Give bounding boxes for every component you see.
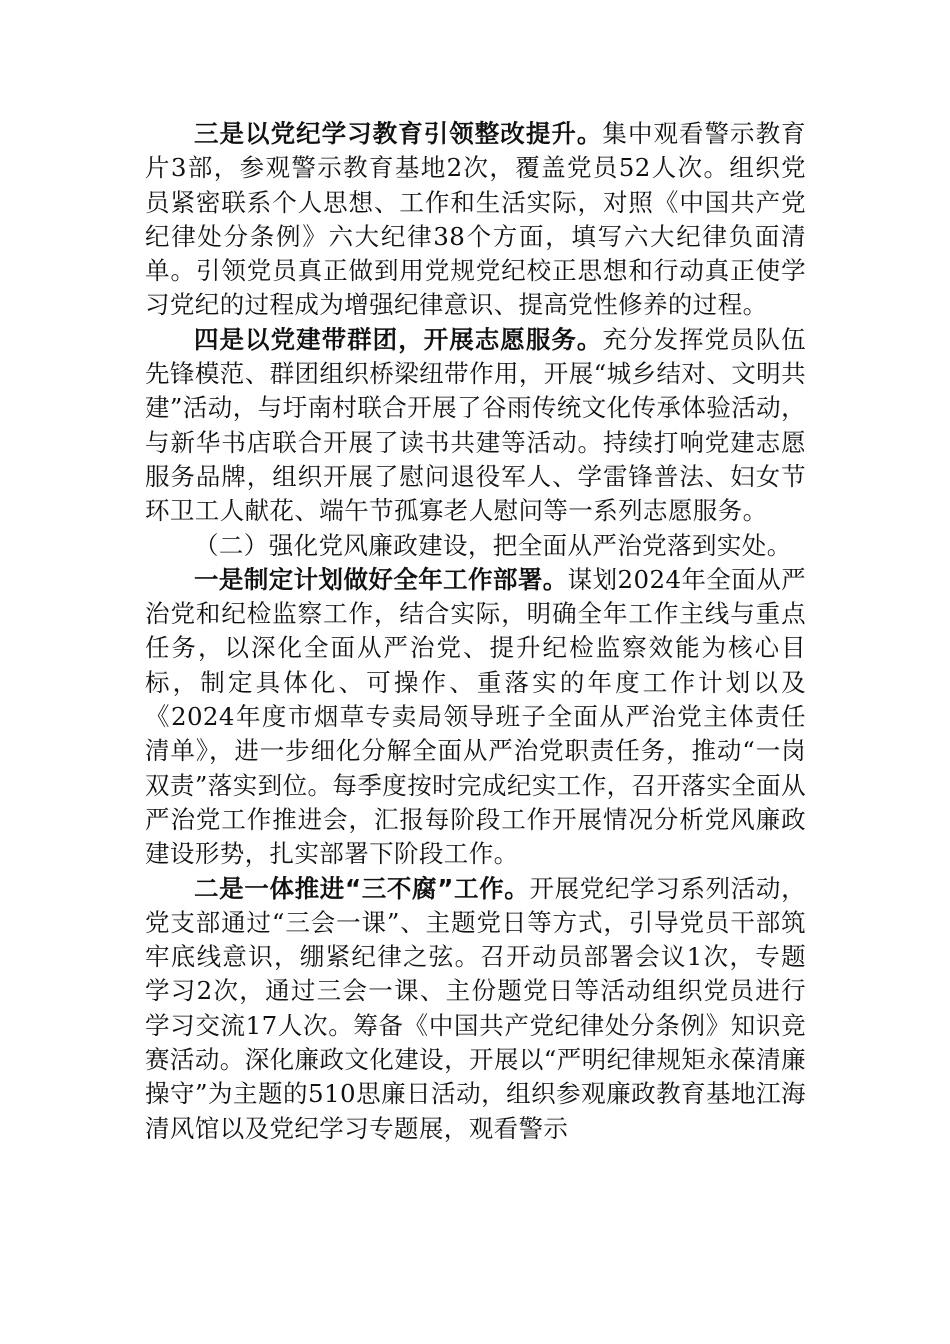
paragraph-lead: 三是以党纪学习教育引领整改提升。 — [194, 119, 603, 148]
section-heading: （二）强化党风廉政建设，把全面从严治党落到实处。 — [194, 530, 792, 560]
paragraph-lead: 四是以党建带群团，开展志愿服务。 — [194, 324, 603, 354]
paragraph-lead: 一是制定计划做好全年工作部署。 — [194, 564, 568, 594]
paragraph-three-no-corruption — [145, 872, 806, 1146]
paragraph-body: 集中观看警示教育片3部，参观警示教育基地2次，覆盖党员52人次。组织党员紧密联系个人思想、工作和生活实际，对照《中国共产党纪律处分条例》六大纪律38个方面，填写六大纪律负面清单。引领党员真正做到用党规党纪校正思想和行动真正使学习党纪的过程成为增强纪律意识、提高党性修养的过程。 — [145, 119, 807, 320]
document-page — [145, 117, 806, 1146]
paragraph-lead: 二是一体推进“三不腐”工作。 — [194, 873, 530, 903]
paragraph-body: 充分发挥党员队伍先锋模范、群团组织桥梁纽带作用，开展“城乡结对、文明共建”活动，与圩南村联合开展了谷雨传统文化传承体验活动，与新华书店联合开展了读书共建等活动。持续打响党建志愿服务品牌，组织开展了慰问退役军人、学雷锋普法、妇女节环卫工人献花、端午节孤寡老人慰问等一系列志愿服务。 — [145, 324, 807, 526]
paragraph-body: 谋划2024年全面从严治党和纪检监察工作，结合实际，明确全年工作主线与重点任务，以深化全面从严治党、提升纪检监察效能为核心目标，制定具体化、可操作、重落实的年度工作计划以及《2024年度市烟草专卖局领导班子全面从严治党主体责任清单》，进一步细化分解全面从严治党职责任务，推动“一岗双责”落实到位。每季度按时完成纪实工作，召开落实全面从严治党工作推进会，汇报每阶段工作开展情况分析党风廉政建设形势，扎实部署下阶段工作。 — [145, 564, 807, 869]
paragraph-annual-plan — [145, 563, 806, 872]
paragraph-body: 开展党纪学习系列活动，党支部通过“三会一课”、主题党日等方式，引导党员干部筑牢底线意识，绷紧纪律之弦。召开动员部署会议1次，专题学习2次，通过三会一课、主份题党日等活动组织党员进行学习交流17人次。筹备《中国共产党纪律处分条例》知识竞赛活动。深化廉政文化建设，开展以“严明纪律规矩永葆清廉操守”为主题的510思廉日活动，组织参观廉政教育基地江海清风馆以及党纪学习专题展，观看警示 — [145, 873, 806, 1143]
paragraph-rectification — [145, 117, 806, 323]
paragraph-volunteer-service — [145, 323, 806, 529]
